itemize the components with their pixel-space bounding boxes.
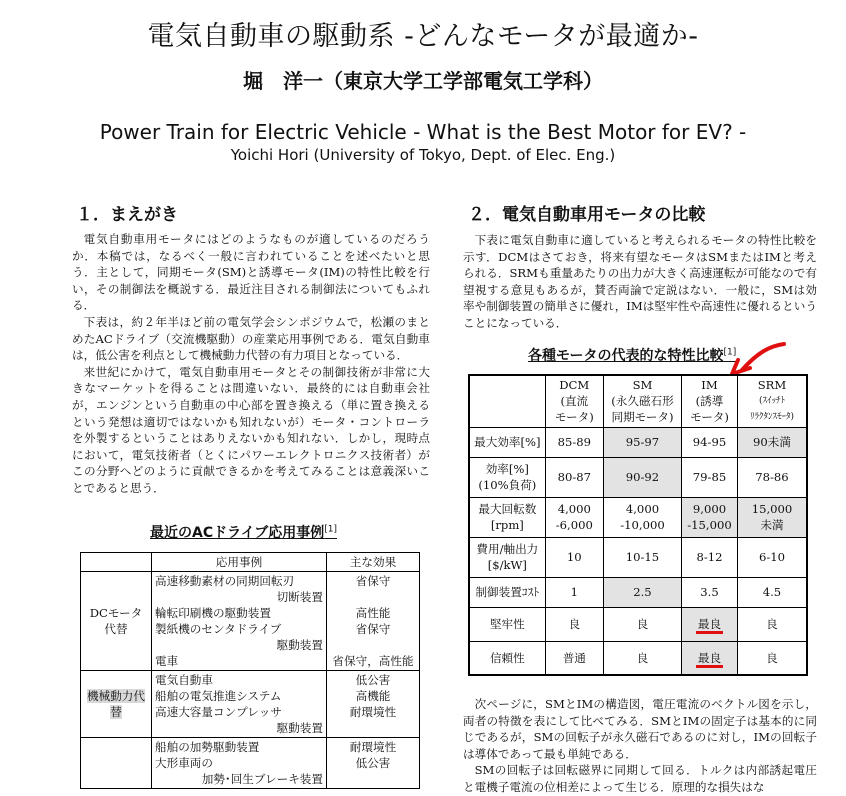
table-cell: 良 [737, 641, 807, 675]
section1-paragraph: 下表は，約２年半ほど前の電気学会シンポジウムで，松瀬のまとめたACドライブ（交流機駆動）の産業応用事例である．電気自動車は，低公害を利点として機械動力代替の有力項目となっている． [72, 314, 430, 363]
table-cell: 良 [603, 607, 681, 641]
header-srm: SRM (ｽｲｯﾁﾄ ﾘﾗｸﾀﾝｽﾓｰﾀ) [737, 375, 807, 427]
table-cell: 4.5 [737, 577, 807, 607]
header-dcm: DCM (直流 モータ) [545, 375, 603, 427]
table-cell: 85-89 [545, 427, 603, 457]
section2-heading: ２．電気自動車用モータの比較 [468, 205, 706, 225]
effect-cell: 低公害 高機能 耐環境性 [327, 671, 420, 738]
ac-drive-table [80, 552, 420, 789]
table-cell: 78-86 [737, 457, 807, 497]
table-cell [81, 553, 152, 572]
table-row [469, 607, 807, 641]
table-row [81, 553, 420, 572]
section1-body [72, 231, 430, 497]
table-cell [469, 375, 545, 427]
table-cell: 1 [545, 577, 603, 607]
table-cell: 9,000 -15,000 [682, 497, 738, 537]
highlighted-best-value: 最良 [696, 617, 723, 634]
table-row [469, 537, 807, 577]
section2-intro [463, 232, 817, 332]
table-cell: 4,000 -6,000 [545, 497, 603, 537]
effect-cell: 省保守 高性能 省保守 省保守，高性能 [327, 572, 420, 671]
table-cell: 良 [603, 641, 681, 675]
effect-cell: 耐環境性 低公害 [327, 738, 420, 789]
author-ja: 堀 洋一（東京大学工学部電気工学科） [243, 69, 603, 93]
motor-table-caption [528, 345, 736, 365]
section1-paragraph: 電気自動車用モータにはどのようなものが適しているのだろうか．本稿では，なるべく一般に言われていることを述べたいと思う．主として，同期モータ(SM)と誘導モータ(IM)の特性比較を行い，その制御法を概説する．最近注目される制御法についてもふれる． [72, 232, 430, 313]
table-cell: 15,000 未満 [737, 497, 807, 537]
table-cell: 80-87 [545, 457, 603, 497]
motor-comparison-table [468, 374, 808, 676]
table-row [81, 738, 420, 789]
app-cell: 電気自動車 船舶の電気推進システム 高速大容量コンプレッサ 駆動装置 [152, 671, 327, 738]
group-label: DCモータ代替 [81, 572, 152, 671]
section1-heading: １．まえがき [76, 205, 178, 225]
row-label: 最大回転数 [rpm] [469, 497, 545, 537]
ac-table-ref: [1] [324, 524, 338, 535]
section2-body [463, 696, 817, 796]
motor-table-ref: [1] [723, 347, 737, 358]
table-row [469, 641, 807, 675]
table-row [469, 375, 807, 427]
motor-table-caption-text: 各種モータの代表的な特性比較 [528, 348, 724, 364]
table-cell: 8-12 [682, 537, 738, 577]
table-row [469, 457, 807, 497]
table-cell: 90-92 [603, 457, 681, 497]
section1-paragraph: 来世紀にかけて，電気自動車用モータとその制御技術が非常に大きなマーケットを得ることは間違いない．最終的には自動車会社が，エンジンという自動車の中心部を置き換える（単に置き換えるという発想は適切ではないかも知れないが）モータ・コントローラを外製するということはありえないかも知れない．しかし，現時点において，電気技術者（とくにパワーエレクトロニクス技術者）がこの分野へどのように貢献できるかを考えてみることは意義深いことであると思う． [72, 364, 430, 495]
ac-table-caption [150, 522, 337, 542]
table-row [81, 572, 420, 671]
paper-title-ja: 電気自動車の駆動系 -どんなモータが最適か- [147, 21, 699, 52]
row-label: 制御装置ｺｽﾄ [469, 577, 545, 607]
ac-table-caption-text: 最近のACドライブ応用事例 [150, 525, 325, 541]
table-cell: 3.5 [682, 577, 738, 607]
table-cell: 2.5 [603, 577, 681, 607]
table-cell: 94-95 [682, 427, 738, 457]
table-row [81, 671, 420, 738]
row-label: 堅牢性 [469, 607, 545, 641]
app-cell: 船舶の加勢駆動装置 大形車両の 加勢･回生ブレーキ装置 [152, 738, 327, 789]
highlighted-best-value: 最良 [696, 651, 723, 668]
row-label: 効率[%] (10%負荷) [469, 457, 545, 497]
table-cell: 良 [545, 607, 603, 641]
table-cell: 10-15 [603, 537, 681, 577]
app-cell: 高速移動素材の同期回転刃 切断装置 輪転印刷機の駆動装置 製紙機のセンタドライブ 駆動装置 電車 [152, 572, 327, 671]
table-cell: 良 [737, 607, 807, 641]
table-cell [682, 607, 738, 641]
table-row [469, 427, 807, 457]
row-label: 信頼性 [469, 641, 545, 675]
table-row [469, 577, 807, 607]
section2-paragraph: 次ページに，SMとIMの構造図，電圧電流のベクトル図を示し，両者の特徴を表にして比べてみる．SMとIMの固定子は基本的に同じであるが，SMの回転子が永久磁石であるのに対し，IMの回転子は導体であって最も単純である． [463, 697, 817, 761]
group-label [81, 738, 152, 789]
table-cell: 4,000 -10,000 [603, 497, 681, 537]
table-header: 主な効果 [327, 553, 420, 572]
author-en: Yoichi Hori (University of Tokyo, Dept. of Elec. Eng.) [230, 146, 616, 164]
row-label: 費用/軸出力 [$/kW] [469, 537, 545, 577]
table-cell [682, 641, 738, 675]
table-row [469, 497, 807, 537]
section2-paragraph: SMの回転子は回転磁界に同期して回る．トルクは内部誘起電圧と電機子電流の位相差によって生じる．原理的な損失はな [463, 763, 817, 794]
paper-title-en: Power Train for Electric Vehicle - What is the Best Motor for EV? - [99, 120, 747, 144]
table-cell: 79-85 [682, 457, 738, 497]
table-cell: 6-10 [737, 537, 807, 577]
table-cell: 普通 [545, 641, 603, 675]
table-cell: 90未満 [737, 427, 807, 457]
row-label: 最大効率[%] [469, 427, 545, 457]
header-sm: SM (永久磁石形 同期モータ) [603, 375, 681, 427]
table-header: 応用事例 [152, 553, 327, 572]
table-cell: 10 [545, 537, 603, 577]
section2-paragraph: 下表に電気自動車に適していると考えられるモータの特性比較を示す．DCMはさておき，将来有望なモータはSMまたはIMと考えられる．SRMも重量あたりの出力が大きく高速運転が可能なので有望視する意見もあるが，賛否両論で定説はない．一般に，SMは効率や制御装置の簡単さに優れ，IMは堅牢性や高速性に優れるということになっている． [463, 233, 817, 330]
header-im: IM (誘導 モータ) [682, 375, 738, 427]
group-label: 機械動力代替 [81, 671, 152, 738]
table-cell: 95-97 [603, 427, 681, 457]
